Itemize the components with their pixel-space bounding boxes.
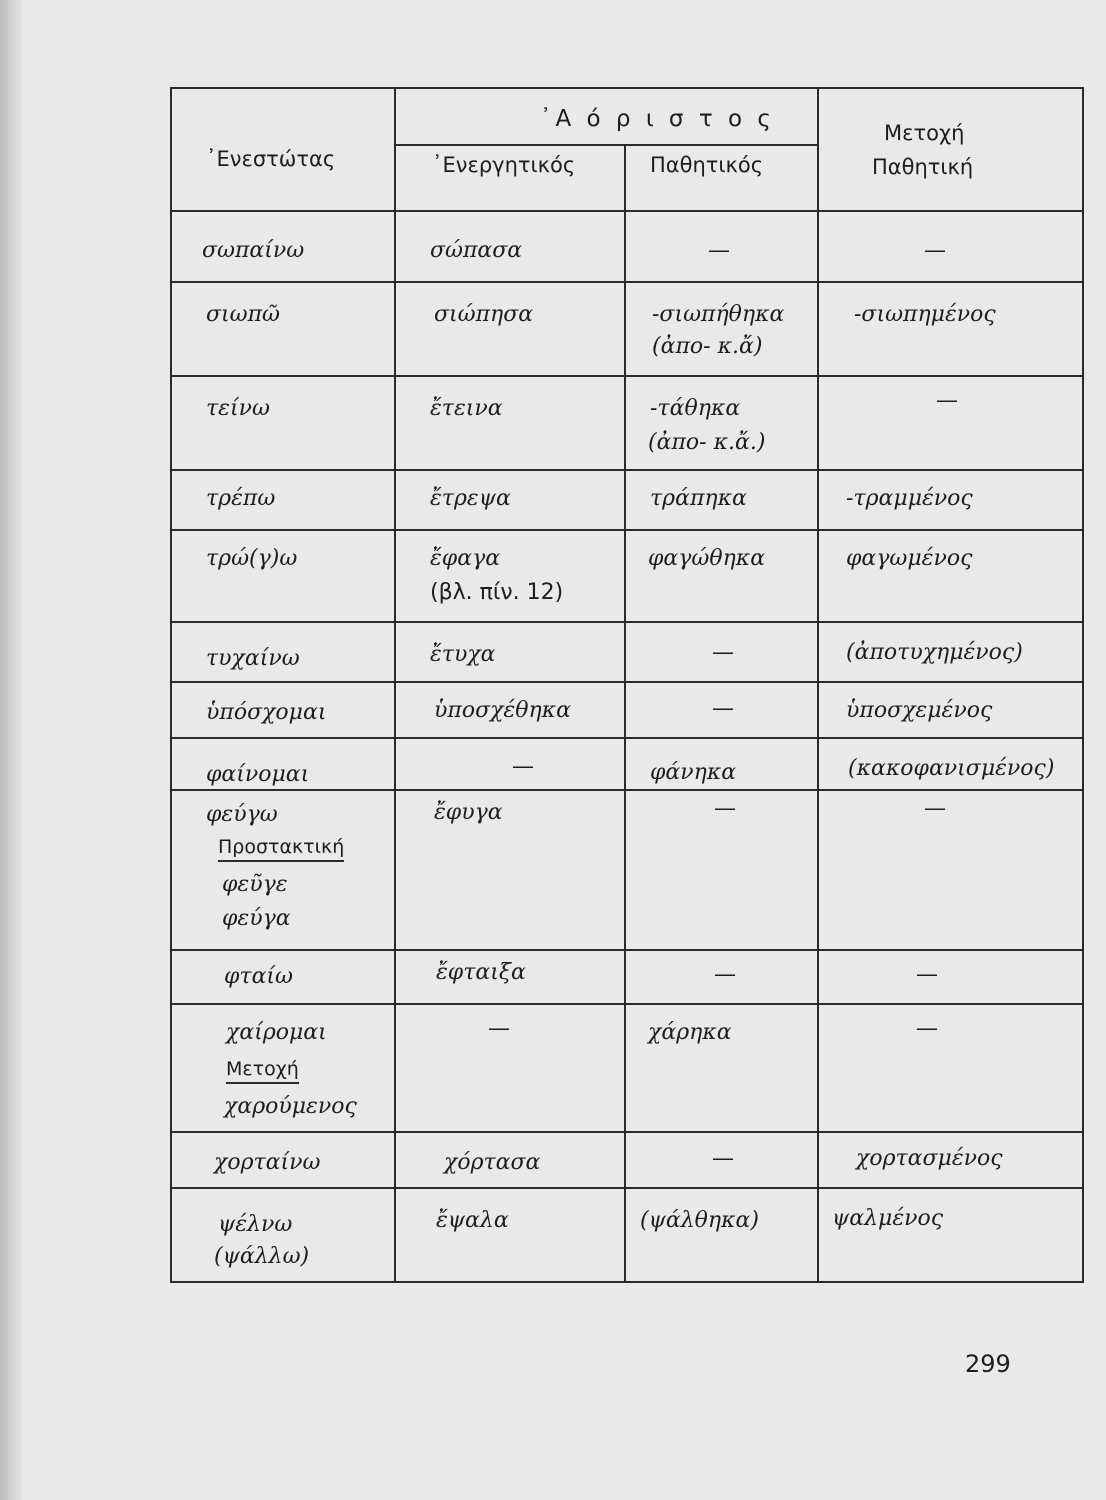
cell-active: ἔφυγα [434, 800, 503, 825]
cell-active: ἔτυχα [430, 642, 496, 667]
cell-passive: — [712, 1146, 734, 1171]
cell-participle: — [916, 962, 938, 987]
cell-passive: -τάθηκα [650, 396, 741, 421]
cell-active: ἔφταιξα [436, 960, 526, 985]
page-binding-shadow [0, 0, 22, 1500]
cell-present: σωπαίνω [202, 238, 305, 263]
cell-present: τρώ(γ)ω [206, 546, 298, 571]
cell-present: τυχαίνω [206, 646, 300, 671]
cell-active: — [512, 754, 534, 779]
cell-present: ψέλνω [218, 1212, 293, 1237]
cell-present: τρέπω [206, 486, 276, 511]
cell-passive-note: (ἀπο- κ.ἄ.) [648, 430, 766, 455]
row-line [172, 681, 1082, 683]
cell-active: — [488, 1016, 510, 1041]
cell-passive: φαγώθηκα [648, 546, 766, 571]
header-active: ᾿Ενεργητικός [432, 153, 576, 177]
cell-active: σιώπησα [434, 302, 534, 327]
cell-participle: φαγωμένος [846, 546, 973, 571]
cell-passive: -σιωπήθηκα [652, 302, 785, 327]
col-divider-3 [817, 89, 819, 1281]
cell-participle: -τραμμένος [846, 486, 973, 511]
cell-present-sub: φεύγα [222, 906, 291, 931]
cell-active: ἔτεινα [430, 396, 503, 421]
cell-participle: — [916, 1016, 938, 1041]
cell-passive: — [712, 696, 734, 721]
row-line [172, 789, 1082, 791]
header-subdivider [394, 144, 819, 146]
header-aorist: ᾿Α ό ρ ι σ τ ο ς [540, 106, 775, 132]
cell-present: χαίρομαι [226, 1020, 327, 1045]
cell-present: τείνω [206, 396, 270, 421]
cell-active: ὑποσχέθηκα [434, 698, 571, 723]
cell-participle: -σιωπημένος [854, 302, 996, 327]
page-number: 299 [965, 1350, 1011, 1378]
row-line [172, 949, 1082, 951]
cell-passive: — [714, 962, 736, 987]
row-line [172, 529, 1082, 531]
cell-participle: — [936, 388, 958, 413]
row-line [172, 737, 1082, 739]
cell-active: ἔτρεψα [430, 486, 511, 511]
cell-active-note: (βλ. πίν. 12) [430, 580, 564, 605]
col-divider-2 [624, 144, 626, 1281]
cell-present: φεύγω [206, 802, 278, 827]
header-present: ᾿Ενεστώτας [206, 147, 336, 171]
cell-passive-note: (ἀπο- κ.ἄ) [652, 334, 763, 359]
row-line [172, 375, 1082, 377]
cell-present: φαίνομαι [206, 762, 310, 787]
cell-present: χορταίνω [214, 1150, 321, 1175]
row-line [172, 1003, 1082, 1005]
cell-present: φταίω [224, 964, 293, 989]
cell-participle: ψαλμένος [832, 1206, 944, 1231]
cell-passive: — [708, 238, 730, 263]
col-divider-1 [394, 89, 396, 1281]
cell-active: σώπασα [430, 238, 523, 263]
cell-present-sub: φεῦγε [222, 872, 288, 897]
cell-active: ἔψαλα [436, 1208, 509, 1233]
row-line [172, 1187, 1082, 1189]
cell-active: ἔφαγα [430, 546, 501, 571]
row-line [172, 281, 1082, 283]
cell-passive: — [714, 796, 736, 821]
cell-passive: τράπηκα [650, 486, 747, 511]
cell-participle: ὑποσχεμένος [846, 698, 993, 723]
header-participle-line1: Μετοχή [884, 121, 965, 145]
cell-present-sublabel: Προστακτική [218, 836, 344, 862]
cell-participle: χορτασμένος [856, 1146, 1003, 1171]
row-line [172, 469, 1082, 471]
cell-passive: χάρηκα [648, 1020, 732, 1045]
cell-present: ὑπόσχομαι [206, 700, 327, 725]
cell-participle: — [924, 796, 946, 821]
cell-present-sublabel: Μετοχή [226, 1058, 299, 1084]
cell-passive: φάνηκα [650, 760, 737, 785]
cell-participle: (κακοφανισμένος) [848, 756, 1055, 781]
cell-passive: — [712, 640, 734, 665]
header-bottom-line [172, 210, 1082, 212]
cell-present: σιωπῶ [206, 302, 280, 327]
verb-table [170, 87, 1084, 1283]
cell-participle: (ἀποτυχημένος) [846, 640, 1023, 665]
cell-active: χόρτασα [444, 1150, 541, 1175]
cell-participle: — [924, 238, 946, 263]
cell-passive: (ψάλθηκα) [640, 1208, 759, 1233]
header-passive: Παθητικός [650, 153, 764, 177]
row-line [172, 621, 1082, 623]
header-participle-line2: Παθητική [872, 155, 974, 179]
cell-present-sub: χαρούμενος [224, 1094, 357, 1119]
row-line [172, 1131, 1082, 1133]
cell-present-alt: (ψάλλω) [214, 1244, 310, 1269]
